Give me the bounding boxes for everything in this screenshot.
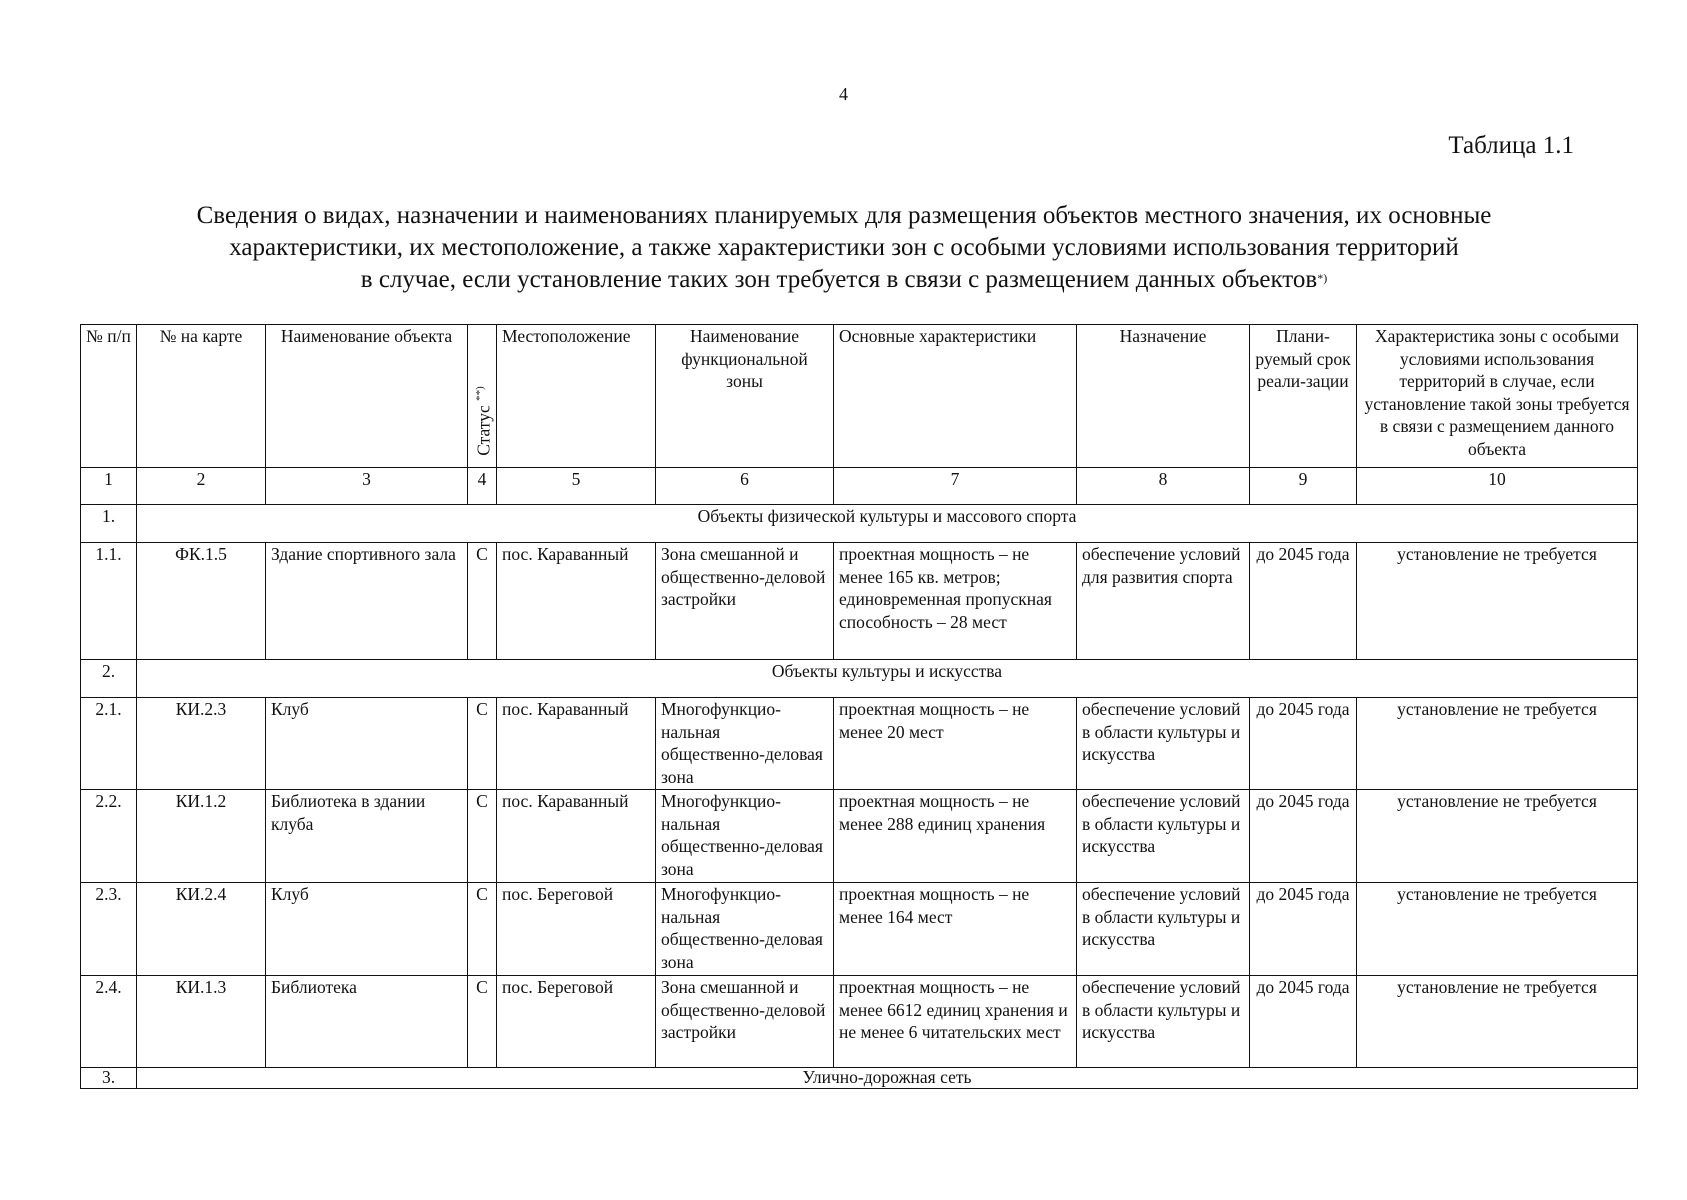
row-name: Клуб [266,883,468,976]
row-purpose: обеспечение условий для развития спорта [1077,543,1250,660]
column-index: 8 [1077,468,1250,505]
row-num: 2.2. [81,790,137,883]
section-title: Объекты культуры и искусства [137,660,1638,698]
header-special-zone: Характеристика зоны с особыми условиями использования территорий в случае, если установление такой зоны требуется в связи с размещением данного объекта [1357,325,1638,468]
header-status-rotated [469,386,495,456]
section-num: 3. [81,1068,137,1089]
row-zone: Зона смешанной и общественно-деловой застройки [656,976,834,1068]
row-name: Библиотека в здании клуба [266,790,468,883]
row-special-zone: установление не требуется [1357,543,1638,660]
column-index: 4 [468,468,497,505]
table-header-row [81,325,1638,468]
row-special-zone: установление не требуется [1357,883,1638,976]
section-row [81,660,1638,698]
header-location: Местоположение [497,325,656,468]
row-term: до 2045 года [1250,790,1357,883]
row-status: С [468,543,497,660]
page-number: 4 [839,84,848,104]
section-row [81,505,1638,543]
row-characteristics: проектная мощность – не менее 288 единиц хранения [834,790,1077,883]
row-map-num: КИ.2.4 [137,883,266,976]
row-characteristics: проектная мощность – не менее 6612 единиц хранения и не менее 6 читательских мест [834,976,1077,1068]
table-row [81,883,1638,976]
row-location: пос. Караванный [497,543,656,660]
row-num: 2.4. [81,976,137,1068]
column-index: 2 [137,468,266,505]
row-term: до 2045 года [1250,698,1357,790]
row-map-num: КИ.1.3 [137,976,266,1068]
row-status: С [468,976,497,1068]
row-zone: Зона смешанной и общественно-деловой застройки [656,543,834,660]
section-title: Улично-дорожная сеть [137,1068,1638,1089]
row-status: С [468,790,497,883]
row-num: 1.1. [81,543,137,660]
column-index: 7 [834,468,1077,505]
header-status [468,325,497,468]
row-num: 2.1. [81,698,137,790]
row-status: С [468,698,497,790]
table-row [81,698,1638,790]
section-num: 2. [81,660,137,698]
row-location: пос. Береговой [497,976,656,1068]
column-index: 3 [266,468,468,505]
row-status: С [468,883,497,976]
table-row [81,976,1638,1068]
header-purpose: Назначение [1077,325,1250,468]
column-index: 6 [656,468,834,505]
section-title: Объекты физической культуры и массового спорта [137,505,1638,543]
title-line [100,264,1588,296]
row-characteristics: проектная мощность – не менее 165 кв. метров; единовременная пропускная способность – 28 мест [834,543,1077,660]
document-title [100,200,1588,296]
row-characteristics: проектная мощность – не менее 20 мест [834,698,1077,790]
row-location: пос. Караванный [497,790,656,883]
row-zone: Многофункцио-нальная общественно-деловая зона [656,698,834,790]
header-characteristics: Основные характеристики [834,325,1077,468]
row-purpose: обеспечение условий в области культуры и искусства [1077,976,1250,1068]
row-zone: Многофункцио-нальная общественно-деловая зона [656,883,834,976]
title-line: Сведения о видах, назначении и наименованиях планируемых для размещения объектов местного значения, их основные [196,202,1492,229]
row-characteristics: проектная мощность – не менее 164 мест [834,883,1077,976]
row-name: Библиотека [266,976,468,1068]
row-name: Здание спортивного зала [266,543,468,660]
column-index-row [81,468,1638,505]
objects-table [80,324,1638,1089]
row-zone: Многофункцио-нальная общественно-деловая зона [656,790,834,883]
row-purpose: обеспечение условий в области культуры и искусства [1077,790,1250,883]
row-location: пос. Береговой [497,883,656,976]
title-line-text: в случае, если установление таких зон требуется в связи с размещением данных объектов [360,266,1318,293]
header-zone: Наименование функциональной зоны [656,325,834,468]
row-purpose: обеспечение условий в области культуры и искусства [1077,698,1250,790]
header-num: № п/п [81,325,137,468]
table-label: Таблица 1.1 [1448,132,1574,159]
row-purpose: обеспечение условий в области культуры и искусства [1077,883,1250,976]
header-status-text: Статус [473,405,494,456]
header-status-footnote: **) [473,386,486,401]
header-map-num: № на карте [137,325,266,468]
row-location: пос. Караванный [497,698,656,790]
column-index: 1 [81,468,137,505]
title-line: характеристики, их местоположение, а также характеристики зон с особыми условиями использования территорий [229,234,1459,261]
row-term: до 2045 года [1250,543,1357,660]
row-map-num: КИ.2.3 [137,698,266,790]
section-num: 1. [81,505,137,543]
table-row [81,543,1638,660]
column-index: 5 [497,468,656,505]
row-name: Клуб [266,698,468,790]
header-term: Плани-руемый срок реали-зации [1250,325,1357,468]
row-special-zone: установление не требуется [1357,698,1638,790]
row-num: 2.3. [81,883,137,976]
title-footnote-mark: *) [1317,271,1328,285]
row-special-zone: установление не требуется [1357,790,1638,883]
row-map-num: КИ.1.2 [137,790,266,883]
row-special-zone: установление не требуется [1357,976,1638,1068]
column-index: 9 [1250,468,1357,505]
row-term: до 2045 года [1250,883,1357,976]
table-row [81,790,1638,883]
column-index: 10 [1357,468,1638,505]
row-map-num: ФК.1.5 [137,543,266,660]
section-row [81,1068,1638,1089]
row-term: до 2045 года [1250,976,1357,1068]
header-name: Наименование объекта [266,325,468,468]
